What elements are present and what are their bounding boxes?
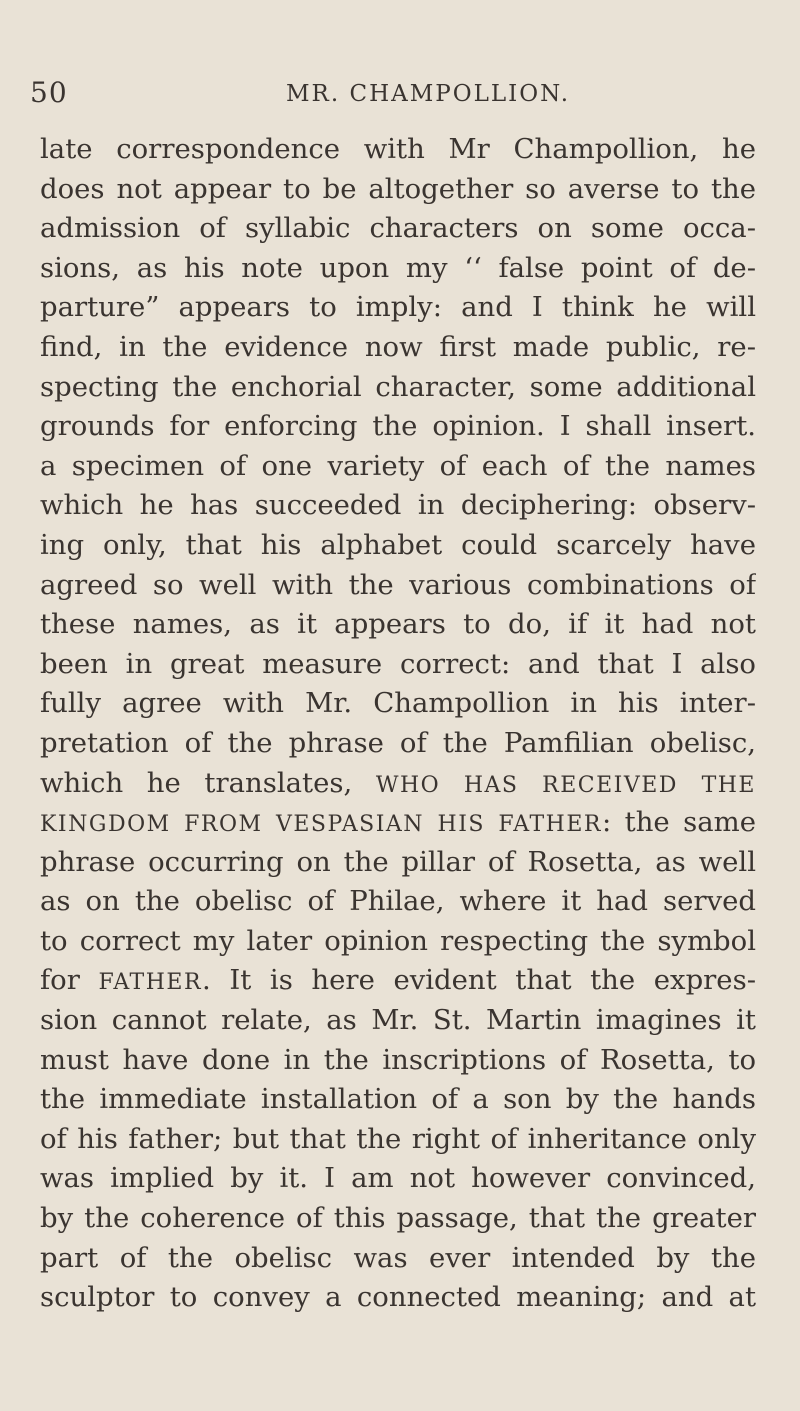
- text-line: late correspondence with Mr Champollion, he: [40, 133, 756, 165]
- text-line: to correct my later opinion respecting the symbol: [40, 924, 756, 957]
- text-line: find, in the evidence now first made public, re-: [40, 330, 756, 363]
- text-line: sion cannot relate, as Mr. St. Martin imagines it: [40, 1004, 756, 1037]
- text-line: which he has succeeded in deciphering: observ-: [40, 489, 756, 522]
- text-line: which he translates, WHO HAS RECEIVED THE: [40, 766, 756, 799]
- text-line: must have done in the inscriptions of Rosetta, to: [40, 1043, 756, 1076]
- text-line: sions, as his note upon my ‘‘ false point of de-: [40, 251, 756, 284]
- text-line: a specimen of one variety of each of the names: [40, 449, 756, 482]
- text-line: grounds for enforcing the opinion. I shall insert.: [40, 410, 756, 443]
- running-title: MR. CHAMPOLLION.: [286, 81, 571, 107]
- text-line: been in great measure correct: and that I also: [40, 647, 756, 680]
- text-line: pretation of the phrase of the Pamfilian obelisc,: [40, 726, 756, 759]
- running-head: [30, 76, 770, 110]
- text-line: as on the obelisc of Philae, where it had served: [40, 885, 756, 918]
- text-line: sculptor to convey a connected meaning; and at: [40, 1281, 756, 1314]
- text-line: part of the obelisc was ever intended by the: [40, 1241, 756, 1274]
- text-line: KINGDOM FROM VESPASIAN HIS FATHER: the same: [40, 806, 756, 839]
- body-text: [40, 130, 756, 1318]
- text-line: agreed so well with the various combinations of: [40, 568, 756, 601]
- text-line: for FATHER. It is here evident that the expres-: [40, 964, 756, 997]
- text-line: by the coherence of this passage, that the greater: [40, 1202, 756, 1235]
- text-line: phrase occurring on the pillar of Rosetta, as well: [40, 845, 756, 878]
- text-line: was implied by it. I am not however convinced,: [40, 1162, 756, 1195]
- text-line: specting the enchorial character, some additional: [40, 370, 756, 403]
- text-line: fully agree with Mr. Champollion in his inter-: [40, 687, 756, 720]
- text-line: parture” appears to imply: and I think he will: [40, 291, 756, 324]
- page-number: 50: [30, 76, 68, 109]
- text-line: the immediate installation of a son by the hands: [40, 1083, 756, 1116]
- text-line: these names, as it appears to do, if it had not: [40, 608, 756, 641]
- text-line: admission of syllabic characters on some occa-: [40, 212, 756, 245]
- text-line: of his father; but that the right of inheritance only: [40, 1122, 756, 1155]
- text-line: does not appear to be altogether so averse to the: [40, 172, 756, 205]
- text-line: ing only, that his alphabet could scarcely have: [40, 528, 756, 561]
